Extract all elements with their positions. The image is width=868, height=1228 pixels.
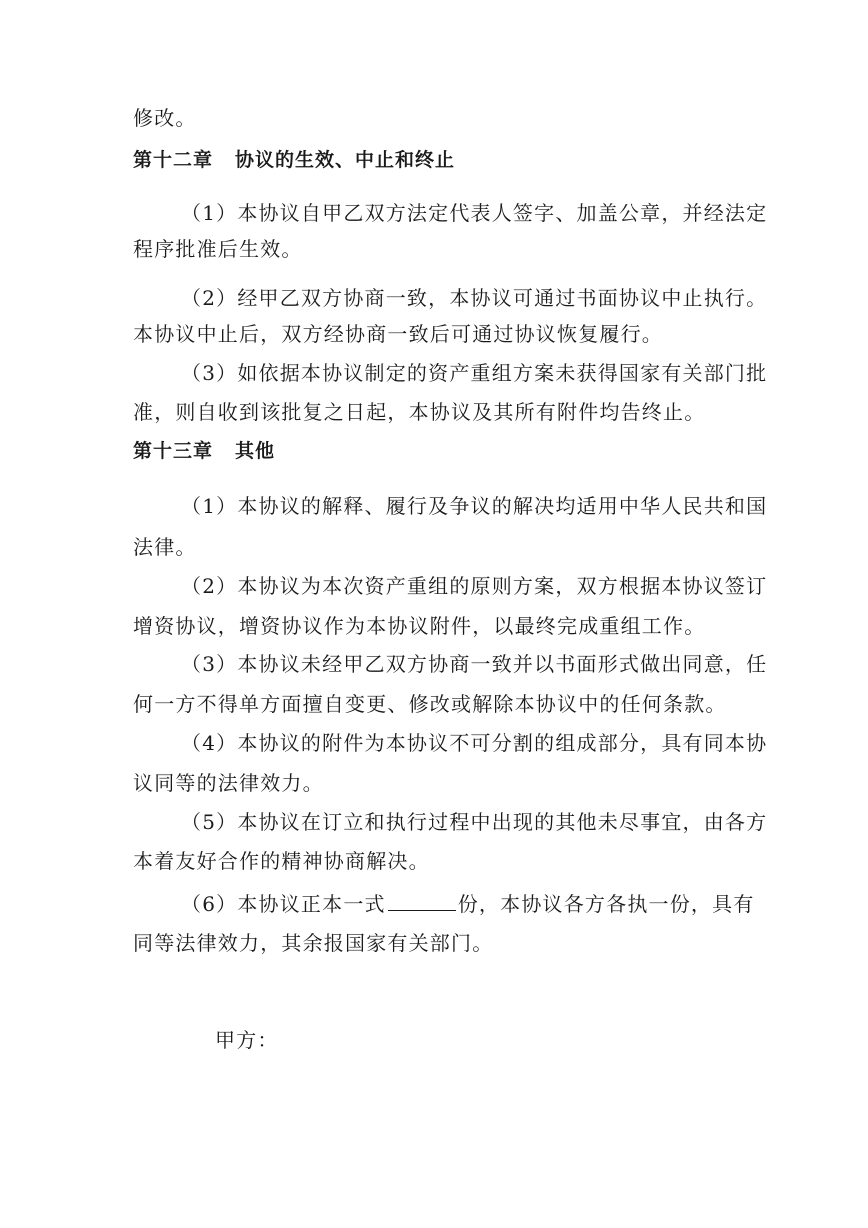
party-a-signature-label: 甲方： bbox=[215, 1028, 279, 1052]
chapter-12-title: 协议的生效、中止和终止 bbox=[235, 149, 456, 171]
ch12-p1-line1: （1）本协议自甲乙双方法定代表人签字、加盖公章，并经法定 bbox=[181, 201, 768, 225]
ch12-p2-line1: （2）经甲乙双方协商一致，本协议可通过书面协议中止执行。 bbox=[181, 286, 768, 310]
ch13-p1-line2: 法律。 bbox=[133, 535, 197, 559]
chapter-13-heading bbox=[133, 439, 275, 463]
ch13-p6-line1-before: （6）本协议正本一式 bbox=[181, 892, 386, 916]
chapter-12-heading bbox=[133, 148, 455, 172]
intro-line: 修改。 bbox=[133, 106, 197, 130]
ch13-p2-line1: （2）本协议为本次资产重组的原则方案，双方根据本协议签订 bbox=[181, 574, 768, 598]
copies-blank-field[interactable] bbox=[388, 892, 456, 911]
ch13-p6-line2: 同等法律效力，其余报国家有关部门。 bbox=[133, 931, 494, 955]
chapter-12-number: 第十二章 bbox=[133, 149, 214, 171]
ch13-p6-line1-after: 份，本协议各方各执一份，具有 bbox=[457, 892, 755, 916]
ch12-p2-line2: 本协议中止后，双方经协商一致后可通过协议恢复履行。 bbox=[133, 322, 663, 346]
ch13-p4-line2: 议同等的法律效力。 bbox=[133, 771, 324, 795]
ch13-p5-line1: （5）本协议在订立和执行过程中出现的其他未尽事宜，由各方 bbox=[181, 810, 768, 834]
ch12-p1-line2: 程序批准后生效。 bbox=[133, 237, 303, 261]
ch13-p6-line1 bbox=[181, 892, 755, 916]
ch13-p3-line1: （3）本协议未经甲乙双方协商一致并以书面形式做出同意，任 bbox=[181, 652, 768, 676]
chapter-13-number: 第十三章 bbox=[133, 440, 214, 462]
ch13-p1-line1: （1）本协议的解释、履行及争议的解决均适用中华人民共和国 bbox=[181, 494, 768, 518]
ch13-p2-line2: 增资协议，增资协议作为本协议附件，以最终完成重组工作。 bbox=[133, 614, 706, 638]
ch12-p3-line2: 准，则自收到该批复之日起，本协议及其所有附件均告终止。 bbox=[133, 400, 706, 424]
ch12-p3-line1: （3）如依据本协议制定的资产重组方案未获得国家有关部门批 bbox=[181, 361, 768, 385]
ch13-p5-line2: 本着友好合作的精神协商解决。 bbox=[133, 849, 430, 873]
ch13-p3-line2: 何一方不得单方面擅自变更、修改或解除本协议中的任何条款。 bbox=[133, 692, 727, 716]
chapter-13-title: 其他 bbox=[235, 440, 276, 462]
ch13-p4-line1: （4）本协议的附件为本协议不可分割的组成部分，具有同本协 bbox=[181, 731, 768, 755]
